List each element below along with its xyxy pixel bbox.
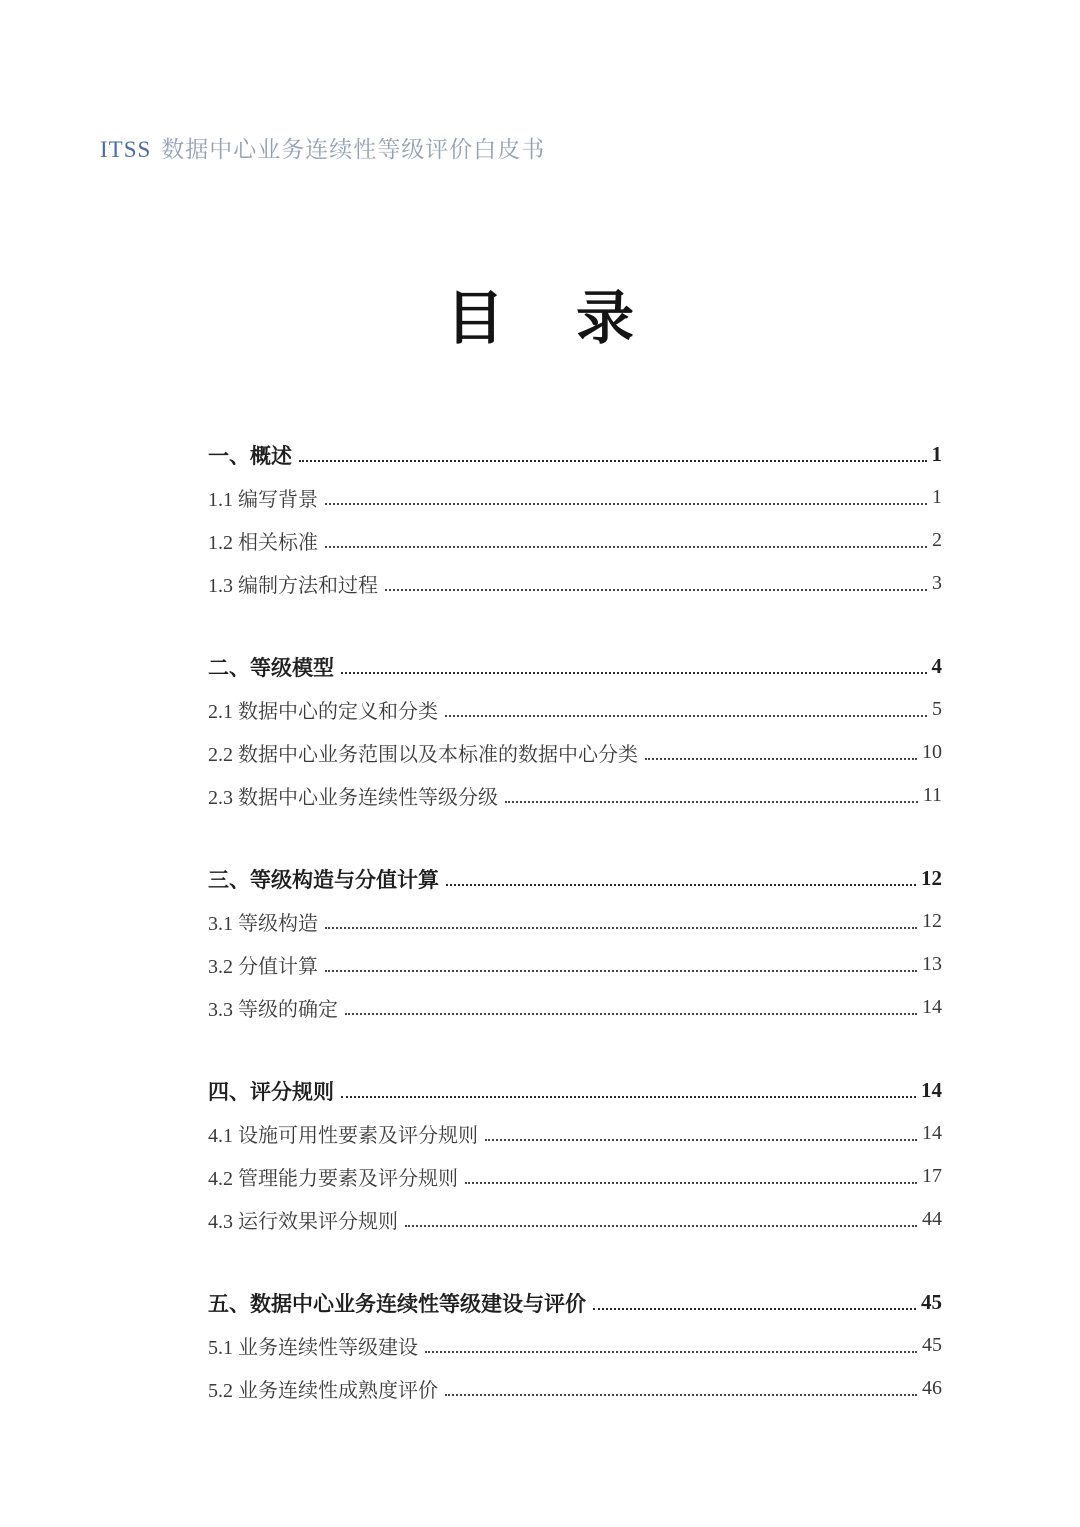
leader-dots bbox=[465, 1182, 917, 1184]
header-subtitle: 数据中心业务连续性等级评价白皮书 bbox=[161, 137, 546, 162]
leader-dots bbox=[325, 927, 917, 929]
leader-dots bbox=[446, 884, 916, 886]
toc-entry-label: 五、数据中心业务连续性等级建设与评价 bbox=[208, 1291, 586, 1316]
toc-entry-page: 14 bbox=[921, 1078, 942, 1102]
toc-entry-page: 5 bbox=[932, 698, 942, 720]
toc-item-row[interactable] bbox=[208, 1112, 942, 1155]
toc-entry-label: 3.3 等级的确定 bbox=[208, 999, 338, 1021]
toc-entry-page: 1 bbox=[932, 486, 942, 508]
toc-entry-page: 46 bbox=[922, 1377, 942, 1399]
toc-entry-page: 12 bbox=[922, 910, 942, 932]
leader-dots bbox=[485, 1139, 917, 1141]
leader-dots bbox=[299, 460, 927, 462]
toc-item-row[interactable] bbox=[208, 943, 942, 986]
toc-entry-label: 一、概述 bbox=[208, 443, 292, 468]
toc-entry-page: 12 bbox=[921, 866, 942, 890]
toc-entry-label: 1.1 编写背景 bbox=[208, 489, 318, 511]
toc-entry-page: 44 bbox=[922, 1208, 942, 1230]
toc-title-char-1: 目 bbox=[445, 286, 504, 351]
toc-entry-label: 4.2 管理能力要素及评分规则 bbox=[208, 1168, 458, 1190]
toc-entry-page: 14 bbox=[922, 996, 942, 1018]
leader-dots bbox=[325, 546, 927, 548]
toc-entry-page: 1 bbox=[931, 442, 942, 466]
leader-dots bbox=[341, 1096, 916, 1098]
toc-entry-label: 5.1 业务连续性等级建设 bbox=[208, 1337, 418, 1359]
toc-section-3 bbox=[208, 857, 942, 1029]
toc-entry-label: 4.3 运行效果评分规则 bbox=[208, 1211, 398, 1233]
leader-dots bbox=[345, 1013, 917, 1015]
toc-item-row[interactable] bbox=[208, 986, 942, 1029]
toc-entry-page: 3 bbox=[932, 572, 942, 594]
toc-section-2 bbox=[208, 645, 942, 817]
toc-page-title bbox=[0, 286, 1080, 351]
toc-item-row[interactable] bbox=[208, 1198, 942, 1241]
leader-dots bbox=[505, 801, 918, 803]
toc-entry-label: 2.1 数据中心的定义和分类 bbox=[208, 701, 438, 723]
toc-entry-page: 11 bbox=[922, 784, 942, 806]
itss-brand-text: ITSS bbox=[100, 137, 152, 162]
toc-heading-row[interactable] bbox=[208, 645, 942, 688]
toc-entry-page: 45 bbox=[921, 1290, 942, 1314]
toc-title-char-2: 录 bbox=[576, 286, 635, 351]
toc-entry-label: 二、等级模型 bbox=[208, 655, 334, 680]
toc-heading-row[interactable] bbox=[208, 857, 942, 900]
leader-dots bbox=[425, 1351, 917, 1353]
leader-dots bbox=[385, 589, 927, 591]
toc-entry-label: 三、等级构造与分值计算 bbox=[208, 867, 439, 892]
toc-entry-page: 2 bbox=[932, 529, 942, 551]
leader-dots bbox=[341, 672, 927, 674]
leader-dots bbox=[445, 715, 927, 717]
toc-section-4 bbox=[208, 1069, 942, 1241]
toc-heading-row[interactable] bbox=[208, 433, 942, 476]
toc-item-row[interactable] bbox=[208, 519, 942, 562]
toc-heading-row[interactable] bbox=[208, 1281, 942, 1324]
toc-entry-label: 四、评分规则 bbox=[208, 1079, 334, 1104]
toc-entry-page: 14 bbox=[922, 1122, 942, 1144]
leader-dots bbox=[645, 758, 917, 760]
toc-entry-page: 45 bbox=[922, 1334, 942, 1356]
toc-entry-label: 2.2 数据中心业务范围以及本标准的数据中心分类 bbox=[208, 744, 638, 766]
toc-item-row[interactable] bbox=[208, 688, 942, 731]
toc-section-1 bbox=[208, 433, 942, 605]
toc-item-row[interactable] bbox=[208, 1155, 942, 1198]
toc-item-row[interactable] bbox=[208, 731, 942, 774]
toc-heading-row[interactable] bbox=[208, 1069, 942, 1112]
toc-item-row[interactable] bbox=[208, 476, 942, 519]
leader-dots bbox=[325, 970, 917, 972]
toc-entry-label: 1.2 相关标准 bbox=[208, 532, 318, 554]
toc-entry-label: 5.2 业务连续性成熟度评价 bbox=[208, 1380, 438, 1402]
leader-dots bbox=[405, 1225, 917, 1227]
toc-item-row[interactable] bbox=[208, 1324, 942, 1367]
toc-item-row[interactable] bbox=[208, 900, 942, 943]
toc-section-5 bbox=[208, 1281, 942, 1410]
running-header bbox=[100, 131, 545, 164]
toc-entry-page: 4 bbox=[931, 654, 942, 678]
toc-item-row[interactable] bbox=[208, 1367, 942, 1410]
toc-entry-label: 1.3 编制方法和过程 bbox=[208, 575, 378, 597]
leader-dots bbox=[445, 1394, 917, 1396]
toc-list bbox=[208, 433, 942, 1410]
toc-entry-page: 10 bbox=[922, 741, 942, 763]
leader-dots bbox=[593, 1308, 916, 1310]
leader-dots bbox=[325, 503, 927, 505]
toc-entry-page: 17 bbox=[922, 1165, 942, 1187]
toc-entry-label: 3.1 等级构造 bbox=[208, 913, 318, 935]
toc-entry-label: 2.3 数据中心业务连续性等级分级 bbox=[208, 787, 498, 809]
toc-entry-label: 3.2 分值计算 bbox=[208, 956, 318, 978]
toc-entry-label: 4.1 设施可用性要素及评分规则 bbox=[208, 1125, 478, 1147]
toc-item-row[interactable] bbox=[208, 562, 942, 605]
toc-entry-page: 13 bbox=[922, 953, 942, 975]
toc-item-row[interactable] bbox=[208, 774, 942, 817]
